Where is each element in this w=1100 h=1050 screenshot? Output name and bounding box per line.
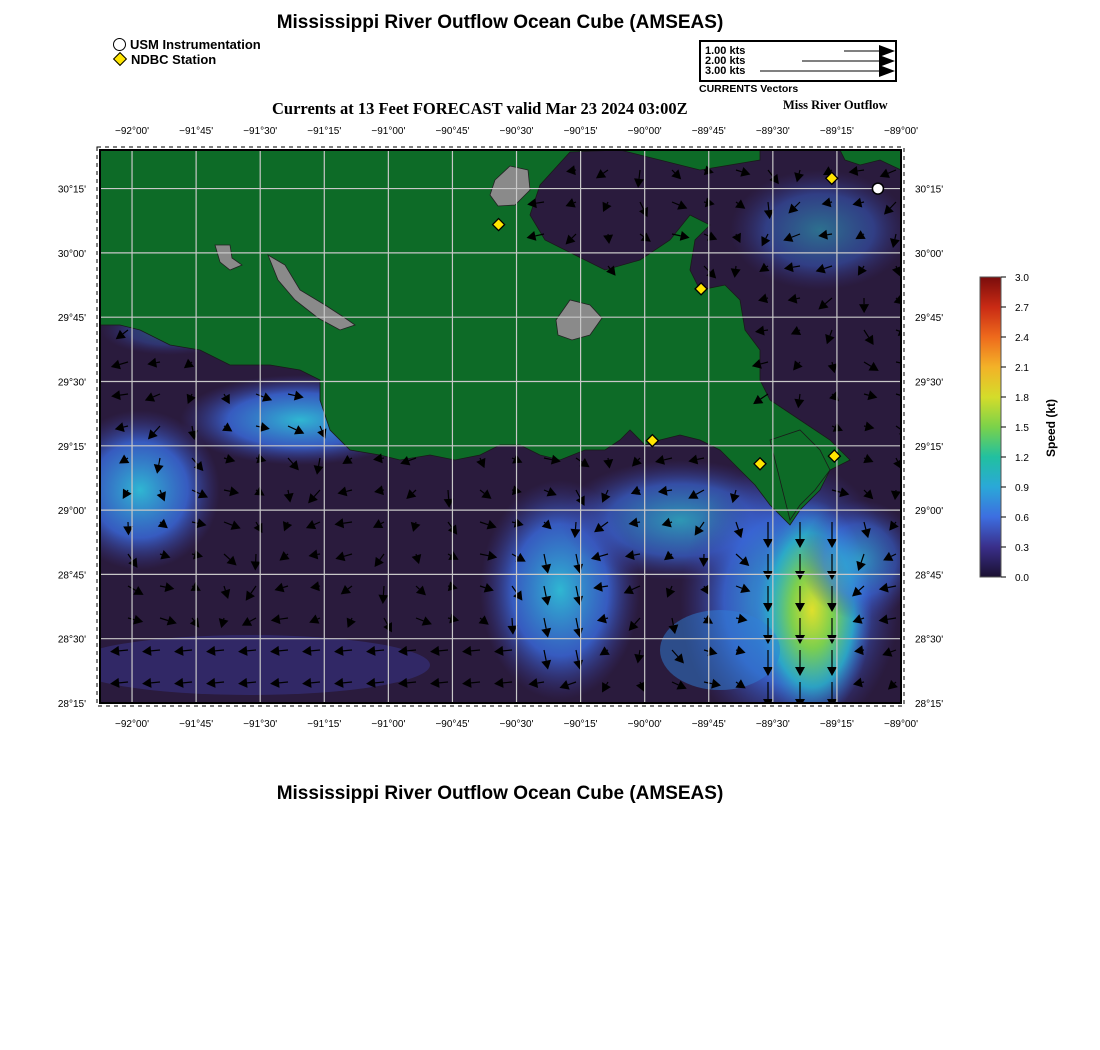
lon-tick-top: −89°30' — [755, 126, 790, 137]
lon-tick-bottom: −90°00' — [627, 719, 662, 730]
lon-labels-top — [115, 126, 918, 137]
current-vector-shaft — [640, 682, 641, 683]
current-vector-shaft — [896, 298, 897, 299]
current-vector-shaft — [607, 650, 608, 651]
current-vector-shaft — [670, 522, 672, 523]
current-vector-shaft — [704, 618, 705, 619]
lon-tick-top: −91°30' — [243, 126, 278, 137]
lon-tick-bottom: −91°30' — [243, 719, 278, 730]
lon-tick-bottom: −89°45' — [691, 719, 726, 730]
lat-tick-right: 29°00' — [915, 506, 944, 518]
vector-scale-row-2: 2.00 kts — [705, 55, 746, 67]
lat-tick-right: 28°45' — [915, 570, 944, 582]
lon-tick-top: −92°00' — [115, 126, 150, 137]
lon-tick-top: −90°30' — [499, 126, 534, 137]
lon-tick-top: −90°15' — [563, 126, 598, 137]
current-vector-shaft — [736, 618, 739, 619]
current-vector-shaft — [160, 522, 161, 523]
current-vector-shaft — [639, 650, 640, 655]
lon-tick-bottom: −91°00' — [371, 719, 406, 730]
usm-station-icon — [872, 183, 883, 194]
current-vector-shaft — [831, 170, 832, 171]
current-vector-shaft — [896, 266, 897, 268]
legend-ndbc-label: NDBC Station — [131, 52, 217, 67]
current-vector-shaft — [764, 330, 768, 331]
current-vector-shaft — [832, 394, 833, 395]
lon-tick-top: −91°45' — [179, 126, 214, 137]
lon-tick-top: −89°15' — [819, 126, 854, 137]
chart-title: Mississippi River Outflow Ocean Cube (AMSEAS) — [276, 12, 724, 33]
current-vector-shaft — [480, 458, 481, 460]
current-vector-shaft — [256, 490, 257, 491]
current-vector-shaft — [667, 490, 672, 491]
lat-tick-left: 29°00' — [57, 506, 86, 518]
lon-labels-bottom — [115, 719, 918, 730]
current-vector-shaft — [574, 202, 576, 203]
current-vector-shaft — [160, 554, 162, 555]
lon-tick-top: −91°15' — [307, 126, 342, 137]
speed-colorbar — [980, 273, 1058, 584]
lon-tick-bottom: −89°15' — [819, 719, 854, 730]
vector-scale-caption: CURRENTS Vectors — [699, 83, 799, 95]
lat-tick-left: 28°45' — [57, 570, 86, 582]
current-vector-shaft — [192, 554, 194, 555]
lon-tick-bottom: −91°15' — [307, 719, 342, 730]
colorbar-tick-label: 1.2 — [1015, 453, 1029, 464]
lat-tick-left: 29°15' — [57, 441, 86, 453]
map-plot-area — [57, 150, 920, 740]
lat-tick-right: 29°45' — [915, 313, 944, 325]
colorbar-tick-label: 3.0 — [1015, 273, 1029, 284]
lon-tick-top: −91°00' — [371, 126, 406, 137]
colorbar-tick-label: 2.1 — [1015, 363, 1029, 374]
lon-tick-top: −89°45' — [691, 126, 726, 137]
current-vector-head — [903, 392, 913, 402]
colorbar-tick-label: 0.3 — [1015, 543, 1029, 554]
colorbar-tick-label: 1.8 — [1015, 393, 1029, 404]
lat-tick-right: 28°30' — [915, 634, 944, 646]
current-vector-shaft — [671, 554, 672, 555]
lat-tick-left: 29°45' — [57, 313, 86, 325]
legend-usm-label: USM Instrumentation — [130, 37, 261, 52]
current-vector-shaft — [827, 234, 832, 235]
region-label: Miss River Outflow — [783, 98, 888, 112]
lon-tick-bottom: −90°15' — [563, 719, 598, 730]
colorbar-ticks — [1001, 273, 1029, 584]
lon-tick-bottom: −92°00' — [115, 719, 150, 730]
lon-tick-bottom: −90°45' — [435, 719, 470, 730]
footer-title: Mississippi River Outflow Ocean Cube (AMSEAS) — [276, 783, 724, 804]
current-vector-shaft — [512, 522, 515, 523]
current-vector-shaft — [448, 618, 450, 619]
current-vector-shaft — [704, 586, 705, 587]
current-vector-shaft — [544, 522, 545, 523]
current-vector-shaft — [448, 490, 449, 499]
lat-tick-right: 28°15' — [915, 699, 944, 710]
vector-scale-row-3: 3.00 kts — [705, 65, 746, 77]
current-vector-shaft — [767, 266, 768, 267]
lon-tick-top: −89°00' — [884, 126, 918, 137]
current-vector-shaft — [768, 202, 769, 210]
lon-tick-bottom: −89°30' — [755, 719, 790, 730]
current-vector-shaft — [575, 522, 576, 529]
colorbar-title: Speed (kt) — [1044, 398, 1058, 458]
current-vector-shaft — [351, 618, 352, 620]
lat-tick-right: 30°15' — [915, 184, 944, 196]
colorbar-tick-label: 1.5 — [1015, 423, 1029, 434]
lon-tick-top: −90°00' — [627, 126, 662, 137]
lat-tick-left: 30°15' — [57, 184, 86, 196]
lon-tick-bottom: −89°00' — [884, 719, 918, 730]
lat-tick-right: 29°30' — [915, 377, 944, 389]
current-vector-shaft — [863, 234, 864, 235]
colorbar-tick-label: 0.0 — [1015, 573, 1029, 584]
colorbar-tick-label: 2.7 — [1015, 303, 1029, 314]
colorbar-tick-label: 0.6 — [1015, 513, 1029, 524]
current-vector-shaft — [191, 394, 192, 396]
current-vector-shaft — [127, 458, 128, 459]
current-vector-shaft — [799, 394, 800, 399]
lat-tick-left: 28°30' — [57, 634, 86, 646]
lat-labels-right — [915, 185, 943, 710]
map-subtitle: Currents at 13 Feet FORECAST valid Mar 23 2024 03:00Z — [272, 99, 688, 118]
lat-tick-left: 30°00' — [57, 248, 86, 260]
lat-tick-left: 28°15' — [57, 699, 86, 710]
lat-tick-left: 29°30' — [57, 377, 86, 389]
current-vector-shaft — [602, 586, 608, 587]
current-vector-shaft — [383, 586, 384, 595]
lat-tick-right: 30°00' — [915, 248, 944, 260]
current-vector-shaft — [861, 202, 864, 203]
current-vector-shaft — [224, 458, 227, 459]
current-vector-shaft — [156, 362, 160, 363]
vector-scale-row-1: 1.00 kts — [705, 45, 746, 57]
colorbar-tick-label: 0.9 — [1015, 483, 1029, 494]
current-vector-shaft — [288, 490, 289, 494]
lon-tick-bottom: −91°45' — [179, 719, 214, 730]
lat-tick-right: 29°15' — [915, 441, 944, 453]
current-vector-shaft — [127, 490, 128, 491]
current-vector-shaft — [191, 362, 192, 363]
colorbar-tick-label: 2.4 — [1015, 333, 1029, 344]
lon-tick-top: −90°45' — [435, 126, 470, 137]
lon-tick-bottom: −90°30' — [499, 719, 534, 730]
current-vector-shaft — [606, 618, 608, 619]
current-vector-shaft — [224, 426, 225, 427]
lat-labels-left — [58, 185, 86, 710]
current-vector-shaft — [832, 362, 833, 364]
current-vector-shaft — [796, 298, 800, 299]
